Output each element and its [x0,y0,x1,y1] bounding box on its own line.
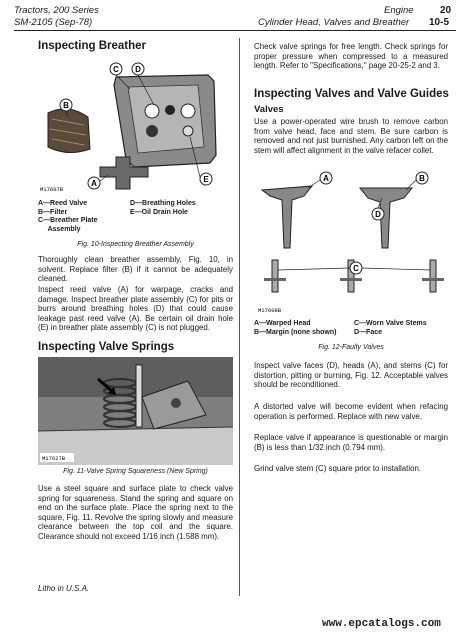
header-right-line1-num: 20 [440,5,452,16]
fig12-callout-b: B [419,174,425,183]
litho-footer: Litho in U.S.A. [38,584,90,593]
fig10-legend-left: A—Reed Valve B—Filter C—Breather Plate Assembly [38,200,98,233]
fig12-callout-a: A [323,174,329,183]
breather-assembly-illustration [38,55,233,195]
breather-heading: Inspecting Breather [38,40,146,52]
valves-para: Use a power-operated wire brush to remove carbon from valve head, face and stem. Be sure carbon is removed and not just burnished. Any carbon left on the stem will affect alignment in the valve refacer collet. [254,117,448,155]
fig10-code: M17607B [40,186,64,193]
springs-heading: Inspecting Valve Springs [38,341,175,353]
breather-para-2: Inspect reed valve (A) for warpage, cracks and damage. Inspect breather plate assembly (C) for pits or burrs around breathing holes (D) that could cause leakage past reed valve (A). Be certain oil drain hole (E) in breather plate assembly (C) is not plugged. [38,285,233,333]
springs-para: Use a steel square and surface plate to check valve spring for squareness. Stand the spring and square on end on the surface plate. Place the spring next to the square, Fig. 11. Revolve the spring slowly and measure clearance between the top coil and the square. Clearance should not exceed 1/16 inch (1.588 mm). [38,484,233,541]
watermark-link[interactable]: www.epcatalogs.com [322,618,441,630]
right-para-3: Replace valve if appearance is questionable or margin (B) is less than 1/32 inch (0.794 mm). [254,433,448,452]
right-para-top: Check valve springs for free length. Check springs for proper pressure when compressed to a measured length. Refer to "Specifications," page 20-25-2 and 3. [254,42,448,71]
fig10-callout-a: A [91,179,97,188]
fig12-legend-right: C—Worn Valve Stems D—Face [354,320,427,336]
faulty-valves-illustration [254,168,448,316]
figure-10-breather [38,55,233,195]
fig10-caption: Fig. 10-Inspecting Breather Assembly [77,241,194,248]
fig10-callout-c: C [113,65,119,74]
figure-12-faulty-valves [254,168,448,316]
fig11-caption: Fig. 11-Valve Spring Squareness (New Spring) [63,468,208,475]
header-right-line2-title: Cylinder Head, Valves and Breather [258,17,410,28]
guides-heading: Inspecting Valves and Valve Guides [254,88,449,100]
column-divider [239,38,240,596]
fig12-callout-d: D [375,210,381,219]
fig10-callout-d: D [135,65,141,74]
spring-squareness-photo [38,357,233,465]
header-rule [14,30,456,31]
header-right-line2-num: 10-5 [429,17,450,28]
fig12-code: M17608B [258,307,282,314]
right-para-1: Inspect valve faces (D), heads (A), and stems (C) for distortion, pitting or burning, Fig. 12. Acceptable valves should be reconditioned. [254,361,448,390]
figure-11-spring-squareness [38,357,233,465]
fig10-legend-right: D—Breathing Holes E—Oil Drain Hole [130,200,196,216]
valves-subheading: Valves [254,104,284,115]
right-para-4: Grind valve stem (C) square prior to installation. [254,464,422,473]
fig11-code: M17627B [42,455,66,462]
fig10-callout-b: B [63,101,69,110]
fig12-caption: Fig. 12-Faulty Valves [318,344,384,351]
right-para-2: A distorted valve will become evident when refacing operation is performed. Replace with new valve. [254,402,448,421]
header-right-line1-title: Engine [384,5,414,16]
fig12-callout-c: C [353,264,359,273]
breather-para-1: Thoroughly clean breather assembly, Fig. 10, in solvent. Replace filter (B) if it cannot be adequately cleaned. [38,255,233,284]
fig12-legend-left: A—Warped Head B—Margin (none shown) [254,320,337,336]
fig10-callout-e: E [203,175,209,184]
header-left-line1: Tractors, 200 Series [14,5,99,16]
header-left-line2: SM-2105 (Sep-78) [14,17,93,28]
